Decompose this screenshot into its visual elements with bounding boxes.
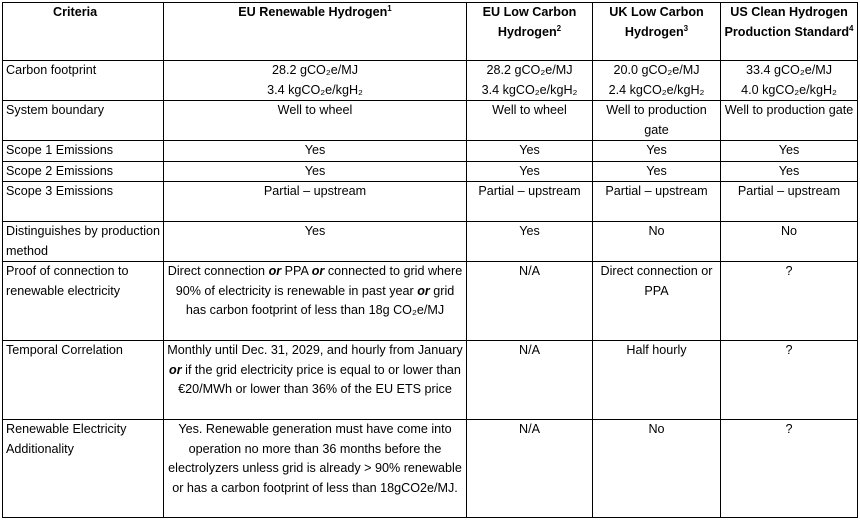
us-clean-cell: ? xyxy=(721,341,858,420)
eu-lowcarbon-cell: 28.2 gCO₂e/MJ 3.4 kgCO₂e/kgH₂ xyxy=(467,61,593,101)
header-eu-renewable: EU Renewable Hydrogen$^1$ xyxy=(164,3,467,61)
criteria-cell: System boundary xyxy=(3,101,164,141)
eu-renewable-cell: Monthly until Dec. 31, 2029, and hourly from January or if the grid electricity price is equal to or lower than €20/MWh or lower than 36% of the EU ETS price xyxy=(164,341,467,420)
eu-lowcarbon-cell: N/A xyxy=(467,341,593,420)
eu-renewable-cell: Partial – upstream xyxy=(164,182,467,222)
criteria-cell: Distinguishes by production method xyxy=(3,222,164,262)
eu-renewable-cell: Direct connection or PPA or connected to grid where 90% of electricity is renewable in past year or grid has carbon footprint of less than 18g CO₂e/MJ xyxy=(164,262,467,341)
table-row xyxy=(3,341,858,420)
us-clean-cell: Yes xyxy=(721,141,858,162)
hydrogen-standards-table xyxy=(2,2,858,518)
table-row xyxy=(3,61,858,101)
us-clean-cell: ? xyxy=(721,420,858,518)
uk-lowcarbon-cell: Yes xyxy=(593,141,721,162)
uk-lowcarbon-cell: Direct connection or PPA xyxy=(593,262,721,341)
criteria-cell: Proof of connection to renewable electricity xyxy=(3,262,164,341)
eu-renewable-cell: Well to wheel xyxy=(164,101,467,141)
table-row xyxy=(3,262,858,341)
eu-renewable-cell: Yes. Renewable generation must have come into operation no more than 36 months before the electrolyzers unless grid is already > 90% renewable or has a carbon footprint of less than 18gCO2e/MJ. xyxy=(164,420,467,518)
criteria-cell: Scope 1 Emissions xyxy=(3,141,164,162)
header-uk-lowcarbon: UK Low Carbon Hydrogen$^3$ xyxy=(593,3,721,61)
table-row xyxy=(3,101,858,141)
us-clean-cell: ? xyxy=(721,262,858,341)
criteria-cell: Renewable Electricity Additionality xyxy=(3,420,164,518)
eu-renewable-cell: Yes xyxy=(164,222,467,262)
table-row xyxy=(3,182,858,222)
criteria-cell: Scope 3 Emissions xyxy=(3,182,164,222)
eu-renewable-cell: 28.2 gCO₂e/MJ 3.4 kgCO₂e/kgH₂ xyxy=(164,61,467,101)
eu-renewable-cell: Yes xyxy=(164,141,467,162)
eu-lowcarbon-cell: Yes xyxy=(467,141,593,162)
us-clean-cell: Yes xyxy=(721,161,858,182)
uk-lowcarbon-cell: Well to production gate xyxy=(593,101,721,141)
criteria-cell: Carbon footprint xyxy=(3,61,164,101)
uk-lowcarbon-cell: Half hourly xyxy=(593,341,721,420)
eu-lowcarbon-cell: Partial – upstream xyxy=(467,182,593,222)
eu-lowcarbon-cell: N/A xyxy=(467,420,593,518)
us-clean-cell: 33.4 gCO₂e/MJ 4.0 kgCO₂e/kgH₂ xyxy=(721,61,858,101)
table-row xyxy=(3,141,858,162)
header-eu-lowcarbon: EU Low Carbon Hydrogen$^2$ xyxy=(467,3,593,61)
uk-lowcarbon-cell: Partial – upstream xyxy=(593,182,721,222)
us-clean-cell: No xyxy=(721,222,858,262)
footnote-ref-3: 3 xyxy=(683,23,689,33)
uk-lowcarbon-cell: 20.0 gCO₂e/MJ 2.4 kgCO₂e/kgH₂ xyxy=(593,61,721,101)
header-us-clean: US Clean Hydrogen Production Standard$^4$ xyxy=(721,3,858,61)
eu-lowcarbon-cell: Yes xyxy=(467,161,593,182)
table-row xyxy=(3,222,858,262)
uk-lowcarbon-cell: Yes xyxy=(593,161,721,182)
uk-lowcarbon-cell: No xyxy=(593,222,721,262)
eu-lowcarbon-cell: Yes xyxy=(467,222,593,262)
eu-renewable-cell: Yes xyxy=(164,161,467,182)
uk-lowcarbon-cell: No xyxy=(593,420,721,518)
criteria-cell: Scope 2 Emissions xyxy=(3,161,164,182)
header-row xyxy=(3,3,858,61)
table-row xyxy=(3,420,858,518)
eu-lowcarbon-cell: N/A xyxy=(467,262,593,341)
us-clean-cell: Partial – upstream xyxy=(721,182,858,222)
footnote-ref-1: 1 xyxy=(387,3,392,13)
footnote-ref-4: 4 xyxy=(849,23,854,33)
eu-lowcarbon-cell: Well to wheel xyxy=(467,101,593,141)
us-clean-cell: Well to production gate xyxy=(721,101,858,141)
criteria-cell: Temporal Correlation xyxy=(3,341,164,420)
header-criteria: Criteria xyxy=(3,3,164,61)
table-row xyxy=(3,161,858,182)
footnote-ref-2: 2 xyxy=(556,23,562,33)
